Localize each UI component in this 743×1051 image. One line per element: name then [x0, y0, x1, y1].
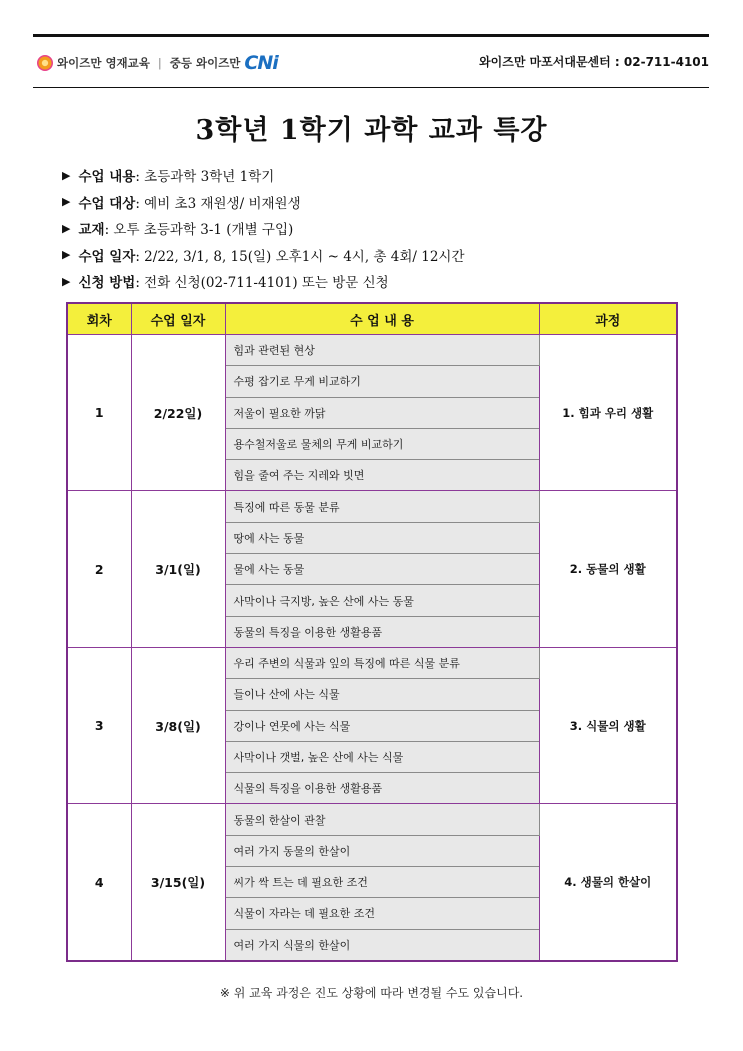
- header-session: 회차: [67, 303, 131, 335]
- brand-middle: 중등 와이즈만: [169, 56, 241, 70]
- cni-logo: CNi: [244, 52, 278, 74]
- table-row: [67, 804, 677, 835]
- info-value: : 초등과학 3학년 1학기: [135, 169, 275, 186]
- lesson-item: 땅에 사는 동물: [225, 522, 539, 553]
- brand: [37, 52, 278, 74]
- info-label: 수업 대상: [78, 195, 136, 212]
- footnote: ※ 위 교육 과정은 진도 상황에 따라 변경될 수도 있습니다.: [219, 986, 524, 1000]
- info-value: : 2/22, 3/1, 8, 15(일) 오후1시 ~ 4시, 총 4회/ 12시간: [135, 248, 465, 265]
- table-row: [67, 335, 677, 366]
- lesson-item: 강이나 연못에 사는 식물: [225, 710, 539, 741]
- header-content: 수 업 내 용: [225, 303, 539, 335]
- triangle-bullet-icon: ▶: [62, 248, 71, 262]
- info-row-dates: [62, 242, 702, 269]
- lesson-item: 사막이나 갯벌, 높은 산에 사는 식물: [225, 741, 539, 772]
- table-header-row: [67, 303, 677, 335]
- session-number: 4: [67, 804, 131, 961]
- brand-left: 와이즈만 영재교육: [57, 56, 150, 70]
- lesson-item: 힘을 줄여 주는 지레와 빗면: [225, 460, 539, 491]
- schedule-body: [67, 335, 677, 961]
- lesson-item: 식물이 자라는 데 필요한 조건: [225, 898, 539, 929]
- lesson-item: 여러 가지 동물의 한살이: [225, 835, 539, 866]
- table-row: [67, 647, 677, 678]
- triangle-bullet-icon: ▶: [62, 168, 71, 182]
- info-value: : 오투 초등과학 3-1 (개별 구입): [104, 222, 294, 239]
- session-date: 3/15(일): [131, 804, 225, 961]
- header-date: 수업 일자: [131, 303, 225, 335]
- schedule-table: [66, 302, 678, 962]
- info-list: [62, 162, 702, 295]
- lesson-item: 사막이나 극지방, 높은 산에 사는 동물: [225, 585, 539, 616]
- info-value: : 예비 초3 재원생/ 비재원생: [135, 195, 301, 212]
- lesson-item: 물에 사는 동물: [225, 554, 539, 585]
- course-name: 4. 생물의 한살이: [539, 804, 677, 961]
- center-contact: 와이즈만 마포서대문센터 : 02-711-4101: [479, 55, 709, 69]
- brand-separator: |: [157, 56, 162, 70]
- info-label: 신청 방법: [78, 275, 136, 292]
- header-course: 과정: [539, 303, 677, 335]
- info-label: 수업 내용: [78, 169, 136, 186]
- lesson-item: 동물의 한살이 관찰: [225, 804, 539, 835]
- lesson-item: 수평 잡기로 무게 비교하기: [225, 366, 539, 397]
- session-number: 3: [67, 647, 131, 803]
- course-name: 1. 힘과 우리 생활: [539, 335, 677, 491]
- lesson-item: 힘과 관련된 현상: [225, 335, 539, 366]
- triangle-bullet-icon: ▶: [62, 195, 71, 209]
- info-row-textbook: [62, 215, 702, 242]
- lesson-item: 씨가 싹 트는 데 필요한 조건: [225, 867, 539, 898]
- course-name: 3. 식물의 생활: [539, 647, 677, 803]
- lesson-item: 저울이 필요한 까닭: [225, 397, 539, 428]
- session-date: 3/8(일): [131, 647, 225, 803]
- sun-logo-icon: [37, 55, 53, 71]
- lesson-item: 동물의 특징을 이용한 생활용품: [225, 616, 539, 647]
- session-number: 1: [67, 335, 131, 491]
- info-value: : 전화 신청(02-711-4101) 또는 방문 신청: [135, 275, 389, 292]
- triangle-bullet-icon: ▶: [62, 274, 71, 288]
- page-header: [33, 34, 709, 88]
- lesson-item: 들이나 산에 사는 식물: [225, 679, 539, 710]
- page-title: 3학년 1학기 과학 교과 특강: [195, 115, 548, 146]
- session-date: 2/22일): [131, 335, 225, 491]
- info-row-target: [62, 189, 702, 216]
- lesson-item: 여러 가지 식물의 한살이: [225, 929, 539, 961]
- table-row: [67, 491, 677, 522]
- lesson-item: 특징에 따른 동물 분류: [225, 491, 539, 522]
- lesson-item: 용수철저울로 물체의 무게 비교하기: [225, 428, 539, 459]
- triangle-bullet-icon: ▶: [62, 221, 71, 235]
- info-label: 수업 일자: [78, 248, 136, 265]
- session-date: 3/1(일): [131, 491, 225, 647]
- session-number: 2: [67, 491, 131, 647]
- lesson-item: 우리 주변의 식물과 잎의 특징에 따른 식물 분류: [225, 647, 539, 678]
- info-label: 교재: [78, 222, 105, 239]
- info-row-apply: [62, 268, 702, 295]
- info-row-content: [62, 162, 702, 189]
- course-name: 2. 동물의 생활: [539, 491, 677, 647]
- lesson-item: 식물의 특징을 이용한 생활용품: [225, 773, 539, 804]
